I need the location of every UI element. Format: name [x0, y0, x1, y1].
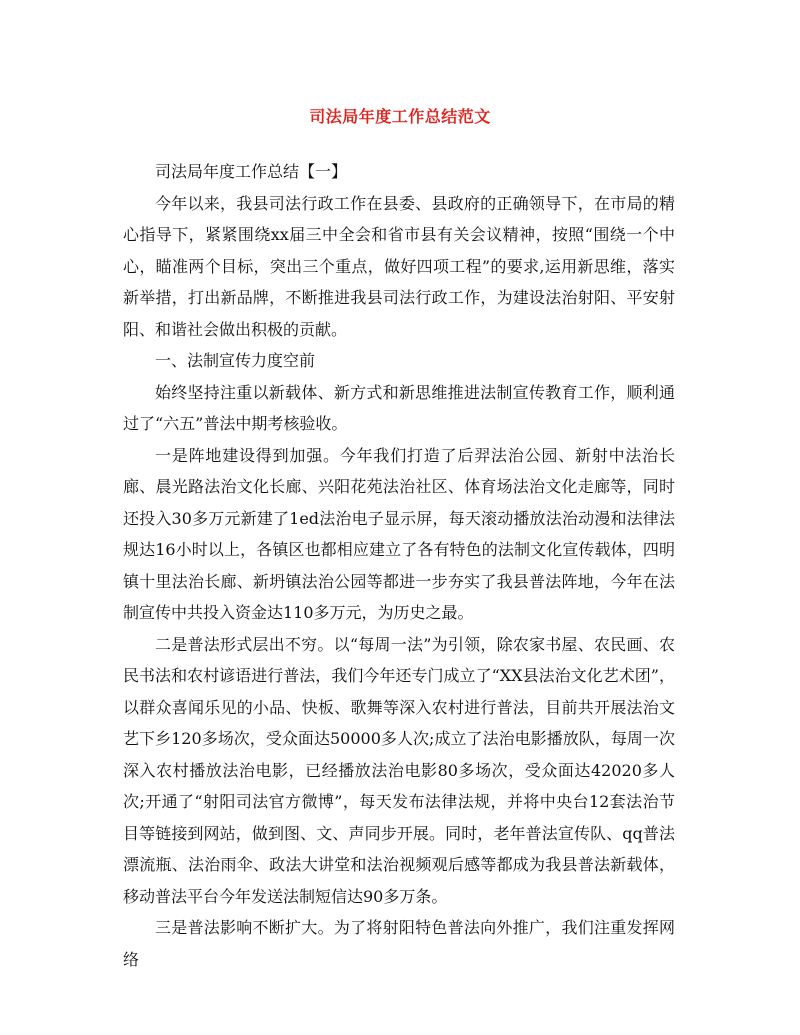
- document-body: [123, 156, 675, 975]
- paragraph: 三是普法影响不断扩大。为了将射阳特色普法向外推广，我们注重发挥网络: [123, 918, 675, 969]
- document-title: 司法局年度工作总结范文: [309, 107, 491, 126]
- paragraph-intro: 今年以来，我县司法行政工作在县委、县政府的正确领导下，在市局的精心指导下，紧紧围绕xx届三中全会和省市县有关会议精神，按照“围绕一个中心，瞄准两个目标，突出三个重点，做好四项工程”的要求,运用新思维，落实新举措，打出新品牌，不断推进我县司法行政工作，为建设法治射阳、平安射阳、和谐社会做出积极的贡献。: [123, 193, 675, 339]
- subsection-heading: 一、法制宣传力度空前: [155, 351, 316, 370]
- section-heading: 司法局年度工作总结【一】: [155, 162, 348, 181]
- paragraph: 二是普法形式层出不穷。以“每周一法”为引领，除农家书屋、农民画、农民书法和农村谚语进行普法，我们今年还专门成立了“XX县法治文化艺术团”，以群众喜闻乐见的小品、快板、歌舞等深入农村进行普法，目前共开展法治文艺下乡120多场次，受众面达50000多人次;成立了法治电影播放队，每周一次深入农村播放法治电影，已经播放法治电影80多场次，受众面达42020多人次;开通了“射阳司法官方微博”，每天发布法律法规，并将中央台12套法治节目等链接到网站，做到图、文、声同步开展。同时，老年普法宣传队、qq普法漂流瓶、法治雨伞、政法大讲堂和法治视频观后感等都成为我县普法新载体，移动普法平台今年发送法制短信达90多万条。: [123, 634, 675, 906]
- paragraph: 一是阵地建设得到加强。今年我们打造了后羿法治公园、新射中法治长廊、晨光路法治文化长廊、兴阳花苑法治社区、体育场法治文化走廊等，同时还投入30多万元新建了1ed法治电子显示屏，每天滚动播放法治动漫和法律法规达16小时以上，各镇区也都相应建立了各有特色的法制文化宣传载体，四明镇十里法治长廊、新坍镇法治公园等都进一步夯实了我县普法阵地，今年在法制宣传中共投入资金达110多万元，为历史之最。: [123, 445, 675, 622]
- paragraph: 始终坚持注重以新载体、新方式和新思维推进法制宣传教育工作，顺利通过了“六五”普法中期考核验收。: [123, 382, 675, 433]
